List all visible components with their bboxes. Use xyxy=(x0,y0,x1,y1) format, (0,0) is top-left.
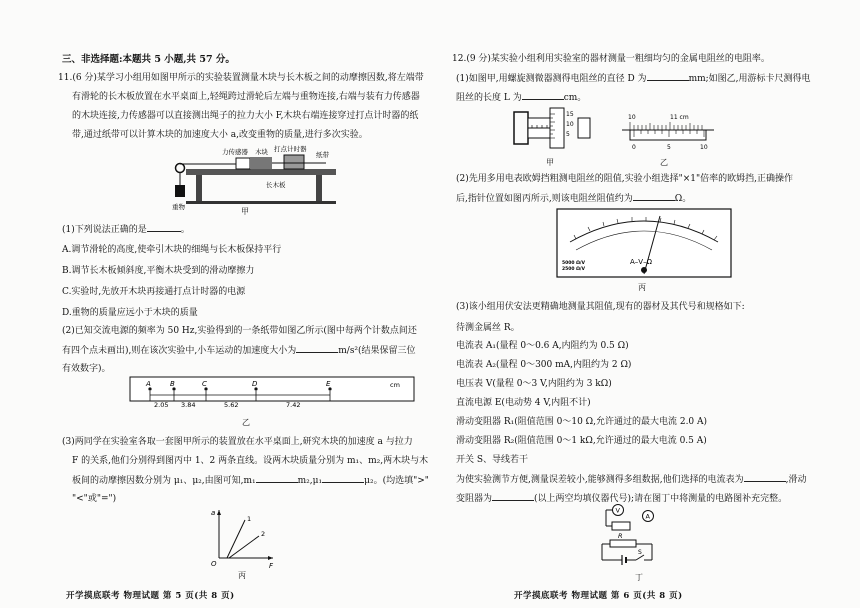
q11-line2: 有滑轮的长木板放置在水平桌面上,轻绳跨过滑轮后左端与重物连接,右端与装有力传感器 xyxy=(72,92,420,102)
label-tape: 纸带 xyxy=(316,151,329,159)
label-block: 木块 xyxy=(255,148,268,156)
tape-distance-cd: 5.62 xyxy=(224,401,239,409)
meter-label: A–V–Ω xyxy=(630,258,652,266)
caliper-main-11: 11 cm xyxy=(670,114,689,121)
q11-line1: 11.(6 分)某学习小组用如图甲所示的实验装置测量木块与长木板之间的动摩擦因数,将左端带 xyxy=(58,73,424,83)
section-heading: 三、非选择题:本题共 5 小题,共 57 分。 xyxy=(62,54,235,65)
q12-part2-line2: 后,指针位置如图丙所示,则该电阻丝阻值约为 Ω。 xyxy=(456,194,692,204)
item-switch: 开关 S、导线若干 xyxy=(456,455,529,465)
tape-unit: cm xyxy=(390,381,400,389)
block-icon xyxy=(250,157,272,169)
micrometer-figure xyxy=(512,104,592,150)
tape-point-a: A xyxy=(146,380,151,388)
label-board: 长木板 xyxy=(266,181,286,189)
tape-distance-de: 7.42 xyxy=(286,401,301,409)
resistor-icon xyxy=(612,522,630,530)
tape-distance-ab: 2.05 xyxy=(154,401,169,409)
figure-caption-bing: 丙 xyxy=(238,571,246,580)
item-ammeter-a1: 电流表 A₁(量程 0～0.6 A,内阻约为 0.5 Ω) xyxy=(456,341,629,351)
axis-label-f: F xyxy=(269,562,274,570)
figure-caption-micrometer: 甲 xyxy=(546,158,554,167)
option-d: D.重物的质量应远小于木块的质量 xyxy=(62,308,198,318)
item-source: 直流电源 E(电动势 4 V,内阻不计) xyxy=(456,398,591,408)
item-rheostat-r1: 滑动变阻器 R₁(阻值范围 0～10 Ω,允许通过的最大电流 2.0 A) xyxy=(456,417,708,427)
circuit-r-label: R xyxy=(618,532,623,540)
option-b: B.调节长木板倾斜度,平衡木块受到的滑动摩擦力 xyxy=(62,266,255,276)
q12-part1-line1: (1)如图甲,用螺旋测微器测得电阻丝的直径 D 为 mm;如图乙,用游标卡尺测得电 xyxy=(456,74,811,84)
q12-part3-line-a: 为使实验测节方便,测量误差较小,能够测得多组数据,他们选择的电流表为 ,滑动 xyxy=(456,475,807,485)
timer-icon xyxy=(284,155,304,169)
q12-part3-intro: (3)该小组用伏安法更精确地测量其阻值,现有的器材及其代号和规格如下: xyxy=(456,302,745,312)
label-weight: 重物 xyxy=(172,203,185,211)
caliper-vernier-0: 0 xyxy=(632,144,636,151)
apparatus-figure xyxy=(166,143,346,215)
q11-line4: 带,通过纸带可以计算木块的加速度大小 a,改变重物的质量,进行多次实验。 xyxy=(72,130,368,140)
circuit-figure xyxy=(592,502,692,568)
footer-left: 开学摸底联考 物理试题 第 5 页(共 8 页) xyxy=(66,591,235,601)
caliper-figure xyxy=(620,112,716,152)
q11-part3-line1: (3)两同学在实验室各取一套图甲所示的装置放在水平桌面上,研究木块的加速度 a 与拉力 xyxy=(62,437,413,447)
option-c: C.实验时,先放开木块再接通打点计时器的电源 xyxy=(62,287,246,297)
q11-part3-line3: 板间的动摩擦因数分别为 μ₁、μ₂,由图可知,m₁ m₂,μ₁ μ₂。(均选填">" xyxy=(72,476,429,486)
item-rheostat-r2: 滑动变阻器 R₂(阻值范围 0～1 kΩ,允许通过的最大电流 0.5 A) xyxy=(456,436,707,446)
q11-part3-line4: "<"或"=") xyxy=(72,494,117,504)
figure-caption-yi: 乙 xyxy=(242,418,250,427)
item-ammeter-a2: 电流表 A₂(量程 0～300 mA,内阻约为 2 Ω) xyxy=(456,360,632,370)
q12-part3-line-b: 变阻器为 (以上两空均填仪器代号);请在图丁中将测量的电路图补充完整。 xyxy=(456,494,788,504)
sensor-icon xyxy=(236,158,250,169)
micro-tick-10: 10 xyxy=(566,121,574,128)
figure-caption-jia: 甲 xyxy=(241,207,249,216)
long-board xyxy=(186,169,336,175)
q11-part3-line2: F 的关系,他们分别得到图丙中 1、2 两条直线。设两木块质量分别为 m₁、m₂,两木块与木 xyxy=(72,456,429,466)
caliper-main-10: 10 xyxy=(628,114,636,121)
origin-label: O xyxy=(211,560,217,568)
caliper-vernier-10: 10 xyxy=(700,144,708,151)
figure-caption-meter: 丙 xyxy=(638,283,646,292)
circuit-v-label: V xyxy=(615,506,620,515)
tape-point-b: B xyxy=(170,380,175,388)
pulley-icon xyxy=(176,164,185,173)
weight-icon xyxy=(175,185,185,197)
micro-tick-15: 15 xyxy=(566,111,574,118)
label-sensor: 力传感器 xyxy=(222,148,248,156)
line-1-label: 1 xyxy=(247,515,252,523)
tape-point-d: D xyxy=(252,380,258,388)
micro-tick-5: 5 xyxy=(566,131,570,138)
a-f-graph xyxy=(207,506,279,572)
q11-line3: 的木块连接,力传感器可以直接测出绳子的拉力大小 F,木块右端连接穿过打点计时器的纸 xyxy=(72,111,419,121)
line-2 xyxy=(229,536,259,558)
figure-caption-caliper: 乙 xyxy=(660,158,668,167)
footer-right: 开学摸底联考 物理试题 第 6 页(共 8 页) xyxy=(514,591,683,601)
meter-spec-2: 2500 Ω/V xyxy=(562,267,586,272)
axis-label-a: a xyxy=(211,509,216,517)
caliper-vernier-5: 5 xyxy=(667,144,671,151)
multimeter-figure xyxy=(556,208,732,278)
circuit-a-label: A xyxy=(645,512,650,521)
tape-distance-bc: 3.84 xyxy=(181,401,196,409)
q12-line1: 12.(9 分)某实验小组利用实验室的器材测量一粗细均匀的金属电阻丝的电阻率。 xyxy=(452,54,770,64)
figure-caption-circuit: 丁 xyxy=(635,573,643,582)
tape-point-c: C xyxy=(202,380,207,388)
option-a: A.调节滑轮的高度,使牵引木块的细绳与长木板保持平行 xyxy=(62,245,282,255)
q11-part1: (1)下列说法正确的是 。 xyxy=(62,225,190,235)
q11-part2-line1: (2)已知交流电源的频率为 50 Hz,实验得到的一条纸带如图乙所示(图中每两个计数点间还 xyxy=(62,326,417,336)
item-voltmeter: 电压表 V(量程 0～3 V,内阻约为 3 kΩ) xyxy=(456,379,612,389)
rheostat-icon xyxy=(610,540,636,547)
tape-point-e: E xyxy=(326,380,331,388)
q11-part2-line2: 有四个点未画出),则在该次实验中,小车运动的加速度大小为 m/s²(结果保留三位 xyxy=(62,346,416,356)
q12-part2-line1: (2)先用多用电表欧姆挡粗测电阻丝的阻值,实验小组选择"×1"倍率的欧姆挡,正确操作 xyxy=(456,174,794,184)
q11-part2-line3: 有效数字)。 xyxy=(62,364,111,374)
item-wire: 待测金属丝 R。 xyxy=(456,323,520,333)
q12-part1-line2: 阻丝的长度 L 为 cm。 xyxy=(456,93,587,103)
label-timer: 打点计时器 xyxy=(274,145,307,153)
circuit-s-label: S xyxy=(638,549,642,556)
paper-tape-figure xyxy=(128,373,418,413)
line-2-label: 2 xyxy=(261,530,266,538)
meter-spec-1: 5000 Ω/V xyxy=(562,261,586,266)
